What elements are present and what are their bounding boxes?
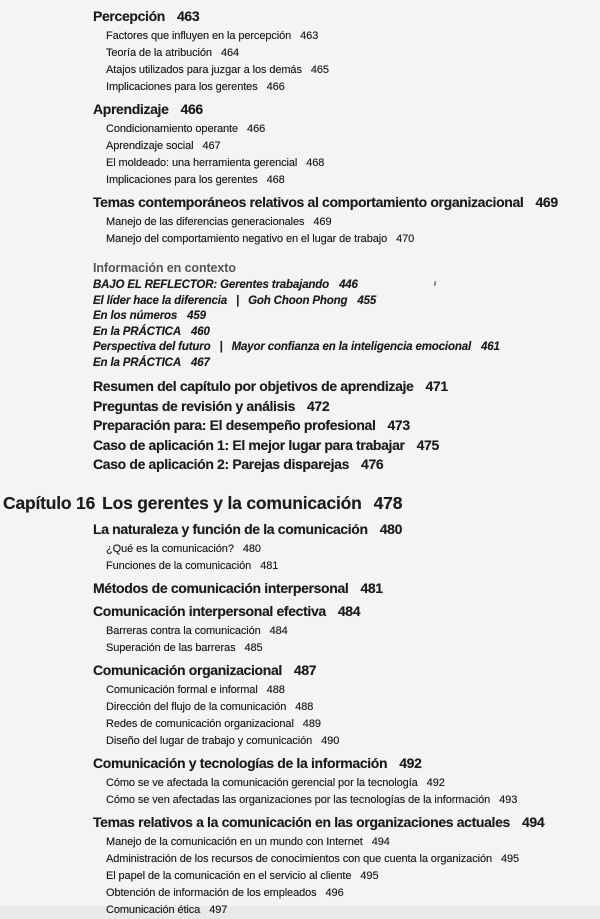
entry-title: Dirección del flujo de la comunicación (106, 700, 287, 713)
page-number: 484 (337, 602, 361, 619)
page-number: 488 (295, 700, 314, 713)
toc-entry-subtopic (0, 214, 600, 231)
toc-entry-subtopic (0, 716, 600, 733)
separator-bar: | (236, 294, 240, 307)
toc-entry-subtopic (0, 138, 600, 155)
toc-entry-endmatter (0, 436, 600, 456)
entry-title: Cómo se ve afectada la comunicación gerencial por la tecnología (106, 776, 418, 789)
entry-title: BAJO EL REFLECTOR: Gerentes trabajando (93, 279, 330, 291)
toc-entry-subtopic (0, 775, 600, 792)
entry-title: Preparación para: El desempeño profesional (93, 417, 376, 433)
page-number: 473 (387, 417, 410, 433)
toc-entry-subtopic (0, 834, 600, 851)
toc-entry-heading (0, 754, 600, 773)
entry-title: Caso de aplicación 1: El mejor lugar para trabajar (93, 436, 405, 453)
toc-entry-heading (0, 602, 600, 621)
entry-title: Factores que influyen en la percepción (106, 30, 292, 42)
page-number: 495 (500, 852, 520, 865)
page-number: 481 (360, 579, 383, 596)
separator-bar: | (219, 341, 223, 353)
page-number: 487 (293, 661, 317, 678)
entry-title: Implicaciones para los gerentes (106, 174, 258, 186)
toc-entry-subtopic (0, 885, 600, 902)
chapter-number-label: Capítulo 16 (3, 492, 96, 513)
page-number: 468 (266, 174, 285, 186)
entry-title: Administración de los recursos de conocimientos con que cuenta la organización (106, 852, 492, 865)
feature-entry (0, 340, 600, 356)
feature-entry (0, 325, 600, 341)
entry-title: Temas contemporáneos relativos al comportamiento organizacional (93, 194, 524, 210)
toc-entry-subtopic (0, 172, 600, 189)
entry-title: Caso de aplicación 2: Parejas disparejas (93, 456, 350, 472)
entry-title: Aprendizaje (93, 101, 169, 117)
page-number: 469 (313, 216, 332, 228)
page-number: 472 (307, 397, 330, 414)
page-number: 467 (191, 356, 210, 369)
page-number: 468 (306, 157, 325, 169)
page-number: 461 (481, 341, 500, 353)
toc-entry-heading (0, 100, 600, 119)
entry-title: Resumen del capítulo por objetivos de aprendizaje (93, 378, 414, 394)
toc-entry-subtopic (0, 45, 600, 62)
entry-title: Temas relativos a la comunicación en las organizaciones actuales (93, 813, 510, 830)
entry-title: Preguntas de revisión y análisis (93, 397, 295, 414)
toc-entry-subtopic (0, 558, 600, 575)
toc-entry-heading (0, 579, 600, 598)
page-number: 494 (371, 835, 390, 848)
page-number: 481 (260, 559, 279, 572)
toc-entry-heading (0, 661, 600, 680)
feature-entry (0, 356, 600, 372)
toc-entry-subtopic (0, 28, 600, 45)
entry-title: Obtención de información de los empleados (106, 886, 317, 899)
entry-title: El líder hace la diferencia (93, 294, 228, 307)
entry-secondary-title: Goh Choon Phong (248, 294, 348, 307)
page-number: 484 (269, 624, 288, 637)
toc-entry-subtopic (0, 155, 600, 172)
entry-title: Barreras contra la comunicación (106, 624, 261, 637)
page-number: 488 (266, 683, 285, 696)
page-number: 455 (357, 294, 377, 307)
entry-title: En la PRÁCTICA (93, 356, 181, 369)
toc-entry-subtopic (0, 231, 600, 248)
page-number: 475 (416, 436, 439, 453)
page-number: 469 (535, 194, 558, 210)
chapter-heading (0, 492, 600, 515)
entry-title: Comunicación interpersonal efectiva (93, 602, 326, 619)
page-number: 465 (310, 64, 329, 76)
entry-title: Aprendizaje social (106, 140, 194, 152)
page-number: 494 (521, 813, 545, 830)
entry-title: El moldeado: una herramienta gerencial (106, 157, 298, 169)
entry-secondary-title: Mayor confianza en la inteligencia emocional (231, 341, 471, 353)
toc-entry-subtopic (0, 79, 600, 96)
page-number: 467 (202, 140, 221, 152)
entry-title: En los números (93, 310, 178, 322)
entry-title: Perspectiva del futuro (93, 341, 211, 353)
page-number: 459 (187, 310, 206, 322)
feature-entry (0, 294, 600, 310)
toc-entry-subtopic (0, 121, 600, 138)
toc-entry-subtopic (0, 792, 600, 809)
entry-title: Comunicación y tecnologías de la información (93, 754, 388, 771)
entry-title: El papel de la comunicación en el servicio al cliente (106, 869, 352, 882)
entry-title: Manejo del comportamiento negativo en el lugar de trabajo (106, 233, 388, 245)
toc-entry-subtopic (0, 623, 600, 640)
entry-title: Condicionamiento operante (106, 123, 239, 135)
page-number: 489 (302, 717, 321, 730)
toc-entry-subtopic (0, 699, 600, 716)
page-number: 492 (399, 754, 422, 771)
page-number: 490 (321, 734, 340, 747)
entry-title: Redes de comunicación organizacional (106, 717, 294, 730)
page-number: 495 (360, 869, 379, 882)
feature-entry (0, 278, 600, 294)
entry-title: Comunicación formal e informal (106, 683, 258, 696)
page-number: 497 (209, 903, 228, 916)
toc-entry-endmatter (0, 455, 600, 475)
page-number: 470 (396, 233, 415, 245)
page-number: 480 (379, 520, 403, 537)
page-number: 463 (176, 8, 200, 24)
entry-title: Funciones de la comunicación (106, 559, 252, 572)
toc-list (0, 7, 600, 919)
entry-title: ¿Qué es la comunicación? (106, 542, 234, 555)
entry-title: Atajos utilizados para juzgar a los demás (106, 64, 302, 76)
entry-title: Cómo se ven afectadas las organizaciones por las tecnologías de la información (106, 793, 491, 806)
entry-title: Manejo de las diferencias generacionales (106, 216, 305, 228)
toc-entry-endmatter (0, 416, 600, 436)
page-number: 485 (244, 641, 263, 654)
page-number: 493 (499, 793, 518, 806)
toc-entry-subtopic (0, 851, 600, 868)
page-number: 446 (339, 279, 358, 291)
features-section-heading (0, 260, 600, 277)
toc-entry-endmatter (0, 397, 600, 417)
entry-title: Diseño del lugar de trabajo y comunicación (106, 734, 313, 747)
page-number: 460 (191, 325, 210, 338)
entry-title: La naturaleza y función de la comunicación (93, 520, 368, 537)
entry-title: Superación de las barreras (106, 641, 236, 654)
toc-entry-subtopic (0, 733, 600, 750)
toc-entry-subtopic (0, 62, 600, 79)
entry-title: Teoría de la atribución (106, 47, 212, 59)
toc-entry-subtopic (0, 682, 600, 699)
page-number: 476 (361, 456, 384, 472)
entry-title: Métodos de comunicación interpersonal (93, 579, 349, 596)
page-number: 463 (300, 30, 319, 42)
entry-title: Comunicación ética (106, 903, 201, 916)
toc-entry-subtopic (0, 640, 600, 657)
toc-entry-endmatter (0, 377, 600, 397)
page-number: 464 (220, 47, 239, 59)
entry-title: En la PRÁCTICA (93, 325, 181, 338)
page-number: 492 (426, 776, 445, 789)
entry-title: Percepción (93, 8, 165, 24)
page-number: 496 (325, 886, 344, 899)
toc-entry-subtopic (0, 902, 600, 919)
page-number: 480 (242, 542, 261, 555)
entry-title: Manejo de la comunicación en un mundo con Internet (106, 835, 363, 848)
page-number: 466 (247, 123, 266, 135)
toc-entry-subtopic (0, 541, 600, 558)
page-number: 471 (425, 378, 448, 394)
page-number: 466 (266, 81, 285, 93)
toc-entry-heading (0, 520, 600, 539)
toc-entry-heading (0, 193, 600, 212)
chapter-title: Los gerentes y la comunicación (102, 492, 362, 513)
entry-title: Información en contexto (93, 261, 236, 275)
toc-entry-subtopic (0, 868, 600, 885)
feature-entry (0, 309, 600, 325)
entry-title: Implicaciones para los gerentes (106, 81, 258, 93)
toc-entry-heading (0, 7, 600, 26)
page-number: 466 (180, 101, 203, 117)
page-number: 478 (373, 492, 403, 513)
entry-title: Comunicación organizacional (93, 661, 282, 678)
toc-entry-heading (0, 813, 600, 832)
